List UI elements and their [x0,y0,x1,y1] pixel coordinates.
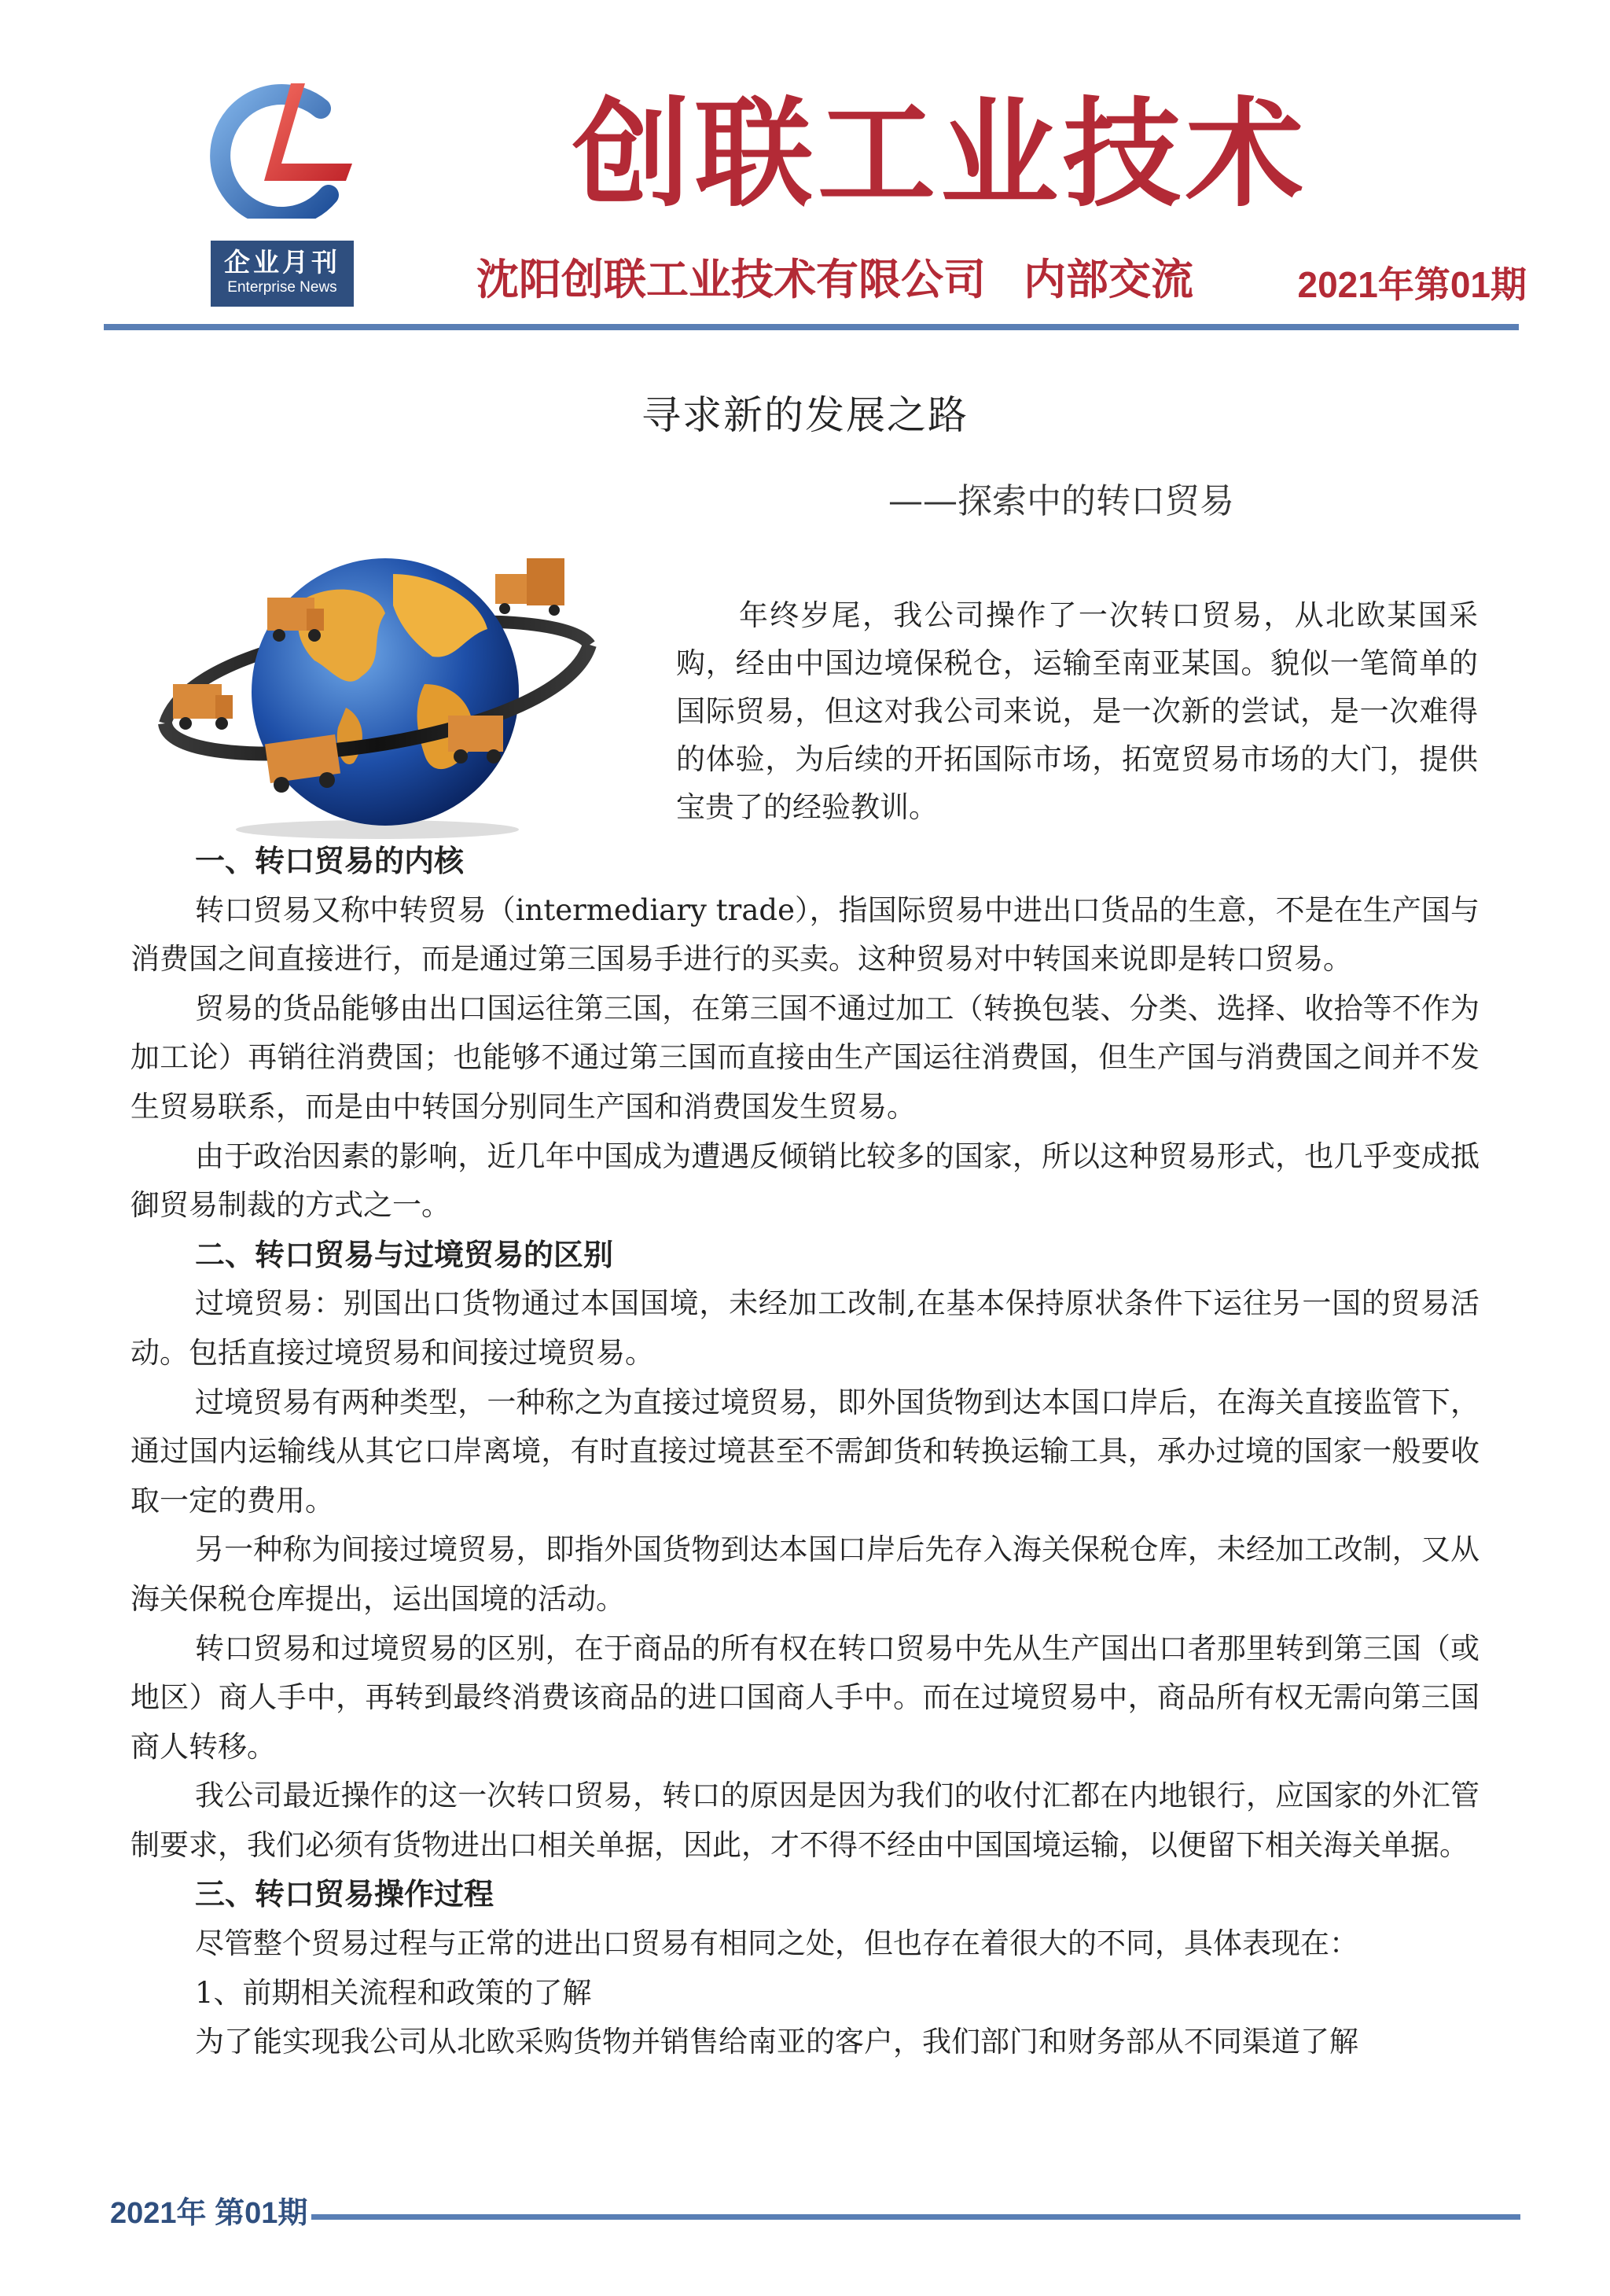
enterprise-news-badge [211,241,354,307]
section-heading: 三、转口贸易操作过程 [195,1876,494,1912]
article-title: 寻求新的发展之路 [641,392,969,438]
company-logo [203,77,368,219]
internal-label: 内部交流 [1024,255,1193,304]
truck-icon [495,558,564,616]
paragraph: 转口贸易和过境贸易的区别，在于商品的所有权在转口贸易中先从生产国出口者那里转到第三国（或地区）商人手中，再转到最终消费该商品的进口国商人手中。而在过境贸易中，商品所有权无需向第三国商人转移。 [130,1631,1480,1764]
footer-issue-number: 2021年 第01期 [110,2197,308,2230]
article-subtitle: ——探索中的转口贸易 [888,481,1234,521]
paragraph: 由于政治因素的影响，近几年中国成为遭遇反倾销比较多的国家，所以这种贸易形式，也几乎变成抵御贸易制裁的方式之一。 [130,1139,1480,1223]
section-heading: 二、转口贸易与过境贸易的区别 [195,1236,614,1272]
paragraph: 我公司最近操作的这一次转口贸易，转口的原因是因为我们的收付汇都在内地银行，应国家的外汇管制要求，我们必须有货物进出口相关单据，因此，才不得不经由中国国境运输，以便留下相关海关单据。 [130,1779,1480,1862]
paragraph: 尽管整个贸易过程与正常的进出口贸易有相同之处，但也存在着很大的不同，具体表现在： [195,1926,1358,1961]
globe-delivery-illustration [149,527,605,841]
paragraph: 另一种称为间接过境贸易，即指外国货物到达本国口岸后先存入海关保税仓库，未经加工改制，又从海关保税仓库提出，运出国境的活动。 [130,1533,1480,1616]
badge-title: 企业月刊 [224,247,340,278]
intro-paragraph: 年终岁尾，我公司操作了一次转口贸易，从北欧某国采购，经由中国边境保税仓，运输至南亚某国。貌似一笔简单的国际贸易，但这对我公司来说，是一次新的尝试，是一次难得的体验，为后续的开拓国际市场，拓宽贸易市场的大门，提供宝贵了的经验教训。 [676,598,1478,824]
paragraph: 过境贸易有两种类型，一种称之为直接过境贸易，即外国货物到达本国口岸后，在海关直接监管下，通过国内运输线从其它口岸离境，有时直接过境甚至不需卸货和转换运输工具，承办过境的国家一般要收取一定的费用。 [130,1385,1480,1518]
section-heading: 一、转口贸易的内核 [195,843,465,878]
paragraph: 贸易的货品能够由出口国运往第三国，在第三国不通过加工（转换包装、分类、选择、收拾等不作为加工论）再销往消费国；也能够不通过第三国而直接由生产国运往消费国，但生产国与消费国之间并不发生贸易联系，而是由中转国分别同生产国和消费国发生贸易。 [130,991,1480,1124]
badge-subtitle: Enterprise News [227,279,337,296]
numbered-subheading: 1、前期相关流程和政策的了解 [195,1975,592,2010]
footer-rule [311,2214,1520,2220]
paragraph: 过境贸易：别国出口货物通过本国国境，未经加工改制,在基本保持原状条件下运往另一国的贸易活动。包括直接过境贸易和间接过境贸易。 [130,1286,1480,1370]
company-name: 沈阳创联工业技术有限公司 [476,255,986,304]
header-rule [104,324,1519,330]
issue-number: 2021年第01期 [1297,264,1527,305]
article-body [130,837,1480,2067]
masthead-title: 创联工业技术 [572,86,1309,223]
paragraph: 转口贸易又称中转贸易（intermediary trade），指国际贸易中进出口货品的生意，不是在生产国与消费国之间直接进行，而是通过第三国易手进行的买卖。这种贸易对中转国来说即是转口贸易。 [130,892,1480,977]
truck-icon [173,684,233,730]
paragraph: 为了能实现我公司从北欧采购货物并销售给南亚的客户，我们部门和财务部从不同渠道了解 [195,2025,1358,2059]
